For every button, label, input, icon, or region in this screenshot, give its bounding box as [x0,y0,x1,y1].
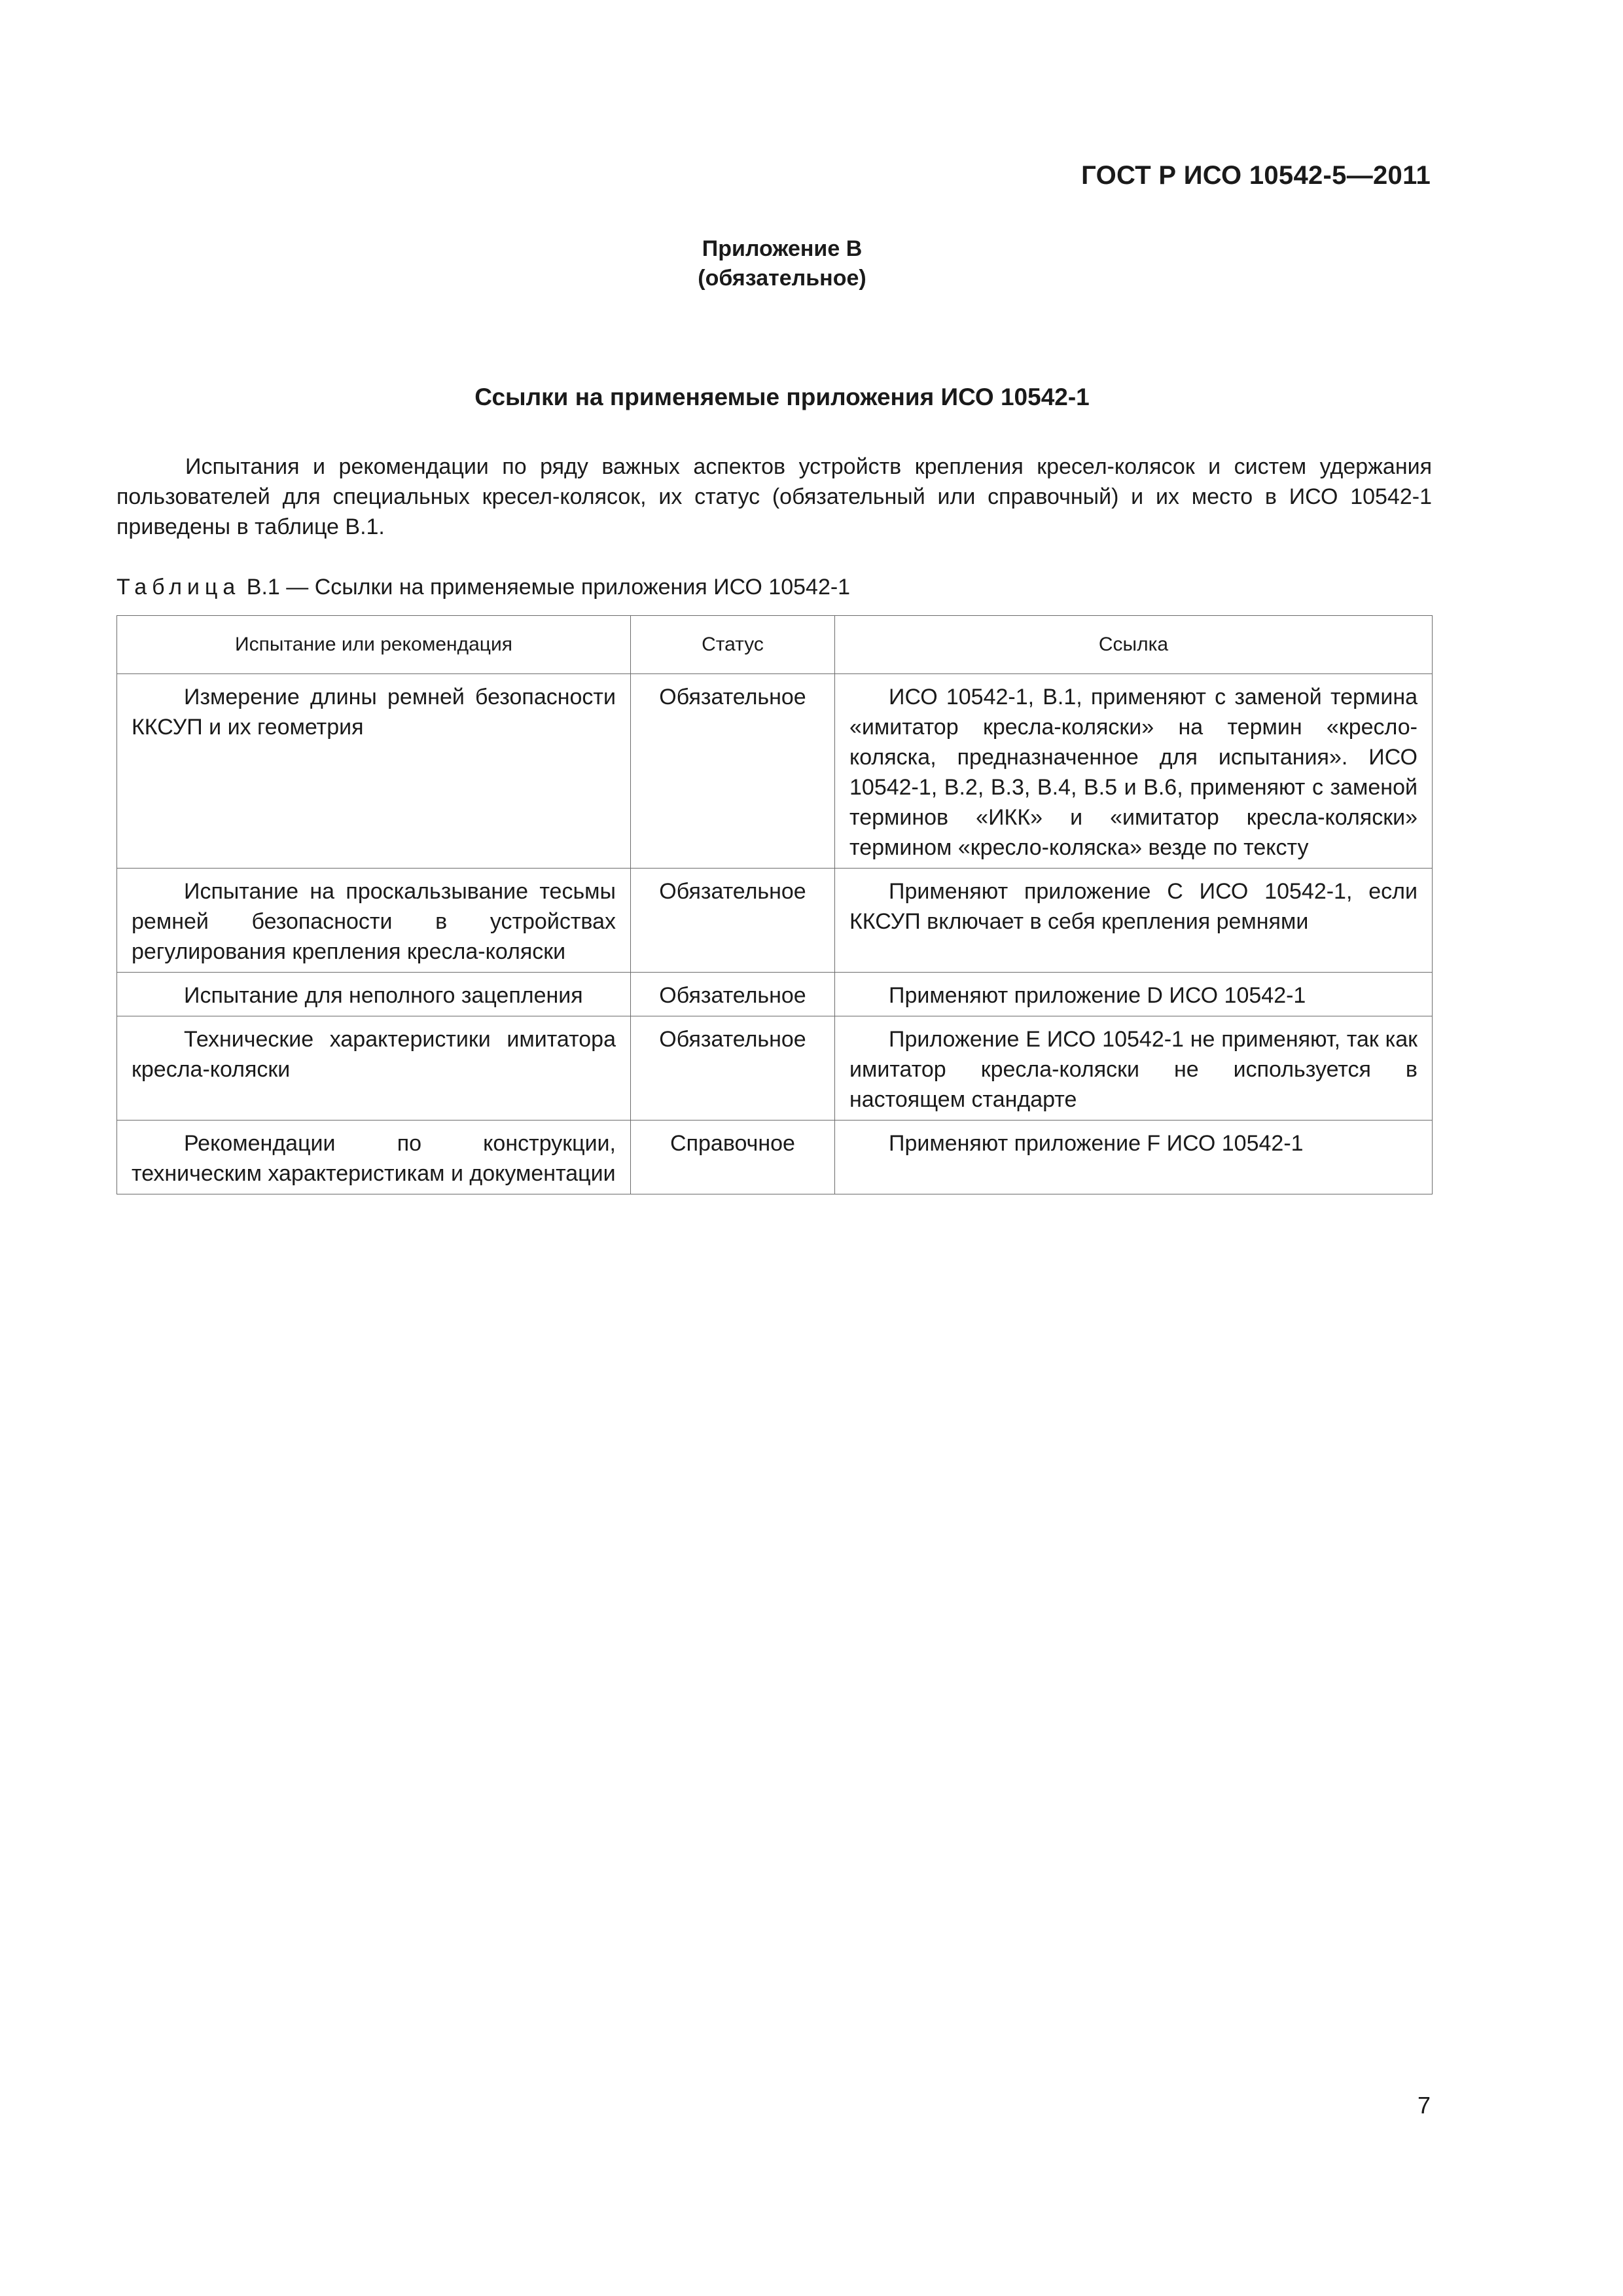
table-caption-word: Таблица [116,575,241,600]
annex-title: Ссылки на применяемые приложения ИСО 10542-1 [474,384,1090,410]
cell-status: Обязательное [631,1016,835,1121]
cell-reference: Применяют приложение С ИСО 10542-1, если ККСУП включает в себя крепления ремнями [835,869,1433,973]
cell-test: Технические характеристики имитатора кресла-коляски [117,1016,631,1121]
annex-label: Приложение В [702,236,863,261]
cell-reference: ИСО 10542-1, В.1, применяют с заменой термина «имитатор кресла-коляски» на термин «кресло-коляска, предназначенное для испытания». ИСО 10542-1, В.2, В.3, В.4, В.5 и В.6, применяют с заменой терминов «ИКК» и «имитатор кресла-коляски» термином «кресло-коляска» везде по тексту [835,674,1433,869]
cell-reference: Применяют приложение D ИСО 10542-1 [835,973,1433,1016]
intro-paragraph: Испытания и рекомендации по ряду важных аспектов устройств крепления кресел-колясок и систем удержания пользователей для специальных кресел-колясок, их статус (обязательный или справочный) и их место в ИСО 10542-1 приведены в таблице В.1. [116,454,1432,539]
cell-reference: Применяют приложение F ИСО 10542-1 [835,1121,1433,1194]
cell-test: Испытание на проскальзывание тесьмы ремней безопасности в устройствах регулирования крепления кресла-коляски [117,869,631,973]
cell-status: Обязательное [631,674,835,869]
table-row [117,1121,1433,1194]
table-row [117,973,1433,1016]
table-caption [116,575,850,600]
header-reference: Ссылка [835,616,1433,674]
cell-test: Измерение длины ремней безопасности ККСУП и их геометрия [117,674,631,869]
header-status: Статус [631,616,835,674]
annex-heading [0,234,1564,293]
references-table [116,615,1433,1194]
cell-status: Обязательное [631,869,835,973]
standard-code: ГОСТ Р ИСО 10542-5—2011 [1081,161,1431,190]
cell-status: Справочное [631,1121,835,1194]
table-header-row [117,616,1433,674]
cell-test: Рекомендации по конструкции, техническим характеристикам и документации [117,1121,631,1194]
cell-reference: Приложение Е ИСО 10542-1 не применяют, так как имитатор кресла-коляски не используется в настоящем стандарте [835,1016,1433,1121]
page-number: 7 [1417,2092,1431,2119]
cell-test: Испытание для неполного зацепления [117,973,631,1016]
header-test: Испытание или рекомендация [117,616,631,674]
cell-status: Обязательное [631,973,835,1016]
annex-type: (обязательное) [698,266,866,291]
table-row [117,869,1433,973]
table-row [117,674,1433,869]
table-row [117,1016,1433,1121]
table-caption-text: В.1 — Ссылки на применяемые приложения ИСО 10542-1 [246,575,851,600]
